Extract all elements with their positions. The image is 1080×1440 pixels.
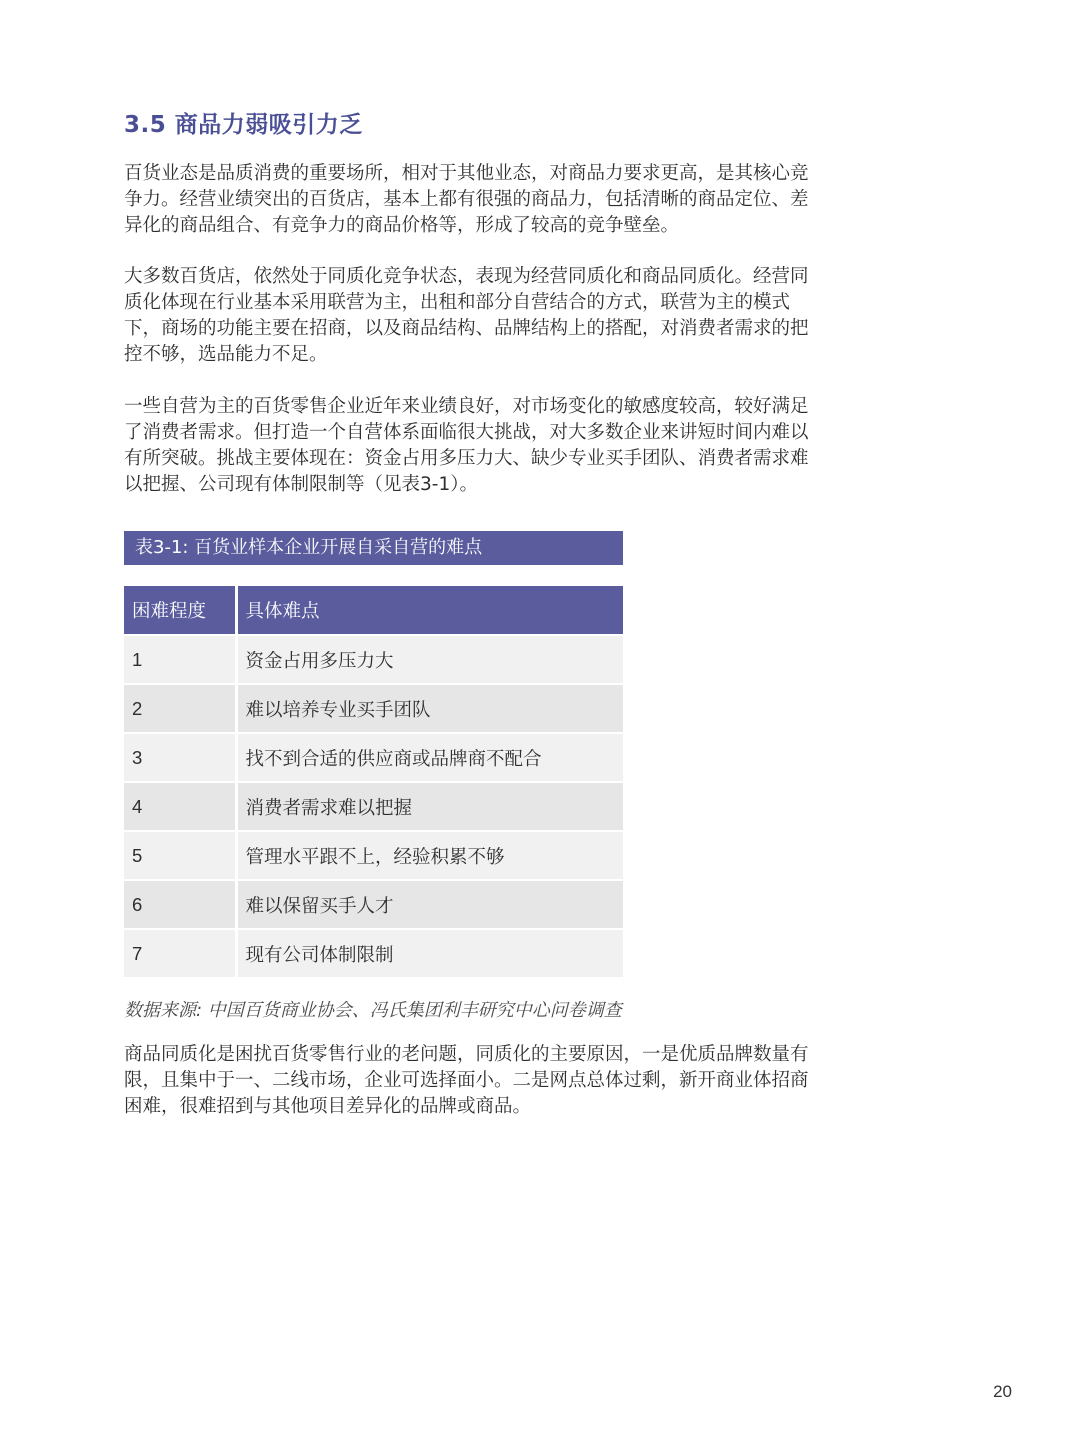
table-row bbox=[124, 880, 623, 929]
row-difficulty: 难以保留买手人才 bbox=[236, 880, 623, 929]
row-rank: 6 bbox=[124, 880, 236, 929]
difficulty-table bbox=[124, 586, 623, 977]
section-title: 3.5 商品力弱吸引力乏 bbox=[124, 112, 363, 138]
row-difficulty: 找不到合适的供应商或品牌商不配合 bbox=[236, 733, 623, 782]
table-row bbox=[124, 733, 623, 782]
paragraph-4: 商品同质化是困扰百货零售行业的老问题，同质化的主要原因，一是优质品牌数量有限，且集中于一、二线市场，企业可选择面小。二是网点总体过剩，新开商业体招商困难，很难招到与其他项目差异化的品牌或商品。 bbox=[124, 1044, 809, 1117]
row-difficulty: 资金占用多压力大 bbox=[236, 635, 623, 684]
row-difficulty: 消费者需求难以把握 bbox=[236, 782, 623, 831]
page-number: 20 bbox=[993, 1382, 1012, 1401]
row-rank: 3 bbox=[124, 733, 236, 782]
table-row bbox=[124, 635, 623, 684]
table-row bbox=[124, 684, 623, 733]
row-difficulty: 现有公司体制限制 bbox=[236, 929, 623, 977]
paragraph-3: 一些自营为主的百货零售企业近年来业绩良好，对市场变化的敏感度较高，较好满足了消费者需求。但打造一个自营体系面临很大挑战，对大多数企业来讲短时间内难以有所突破。挑战主要体现在：资金占用多压力大、缺少专业买手团队、消费者需求难以把握、公司现有体制限制等（见表3-1）。 bbox=[124, 396, 809, 495]
table-header-row bbox=[124, 586, 623, 635]
paragraph-2: 大多数百货店，依然处于同质化竞争状态，表现为经营同质化和商品同质化。经营同质化体现在行业基本采用联营为主，出租和部分自营结合的方式，联营为主的模式下，商场的功能主要在招商，以及商品结构、品牌结构上的搭配，对消费者需求的把控不够，选品能力不足。 bbox=[124, 266, 809, 365]
row-rank: 2 bbox=[124, 684, 236, 733]
table-row bbox=[124, 929, 623, 977]
paragraph-1: 百货业态是品质消费的重要场所，相对于其他业态，对商品力要求更高，是其核心竞争力。经营业绩突出的百货店，基本上都有很强的商品力，包括清晰的商品定位、差异化的商品组合、有竞争力的商品价格等，形成了较高的竞争壁垒。 bbox=[124, 163, 809, 236]
row-difficulty: 管理水平跟不上，经验积累不够 bbox=[236, 831, 623, 880]
table-row bbox=[124, 782, 623, 831]
table-row bbox=[124, 831, 623, 880]
row-rank: 4 bbox=[124, 782, 236, 831]
row-rank: 5 bbox=[124, 831, 236, 880]
table-source-note: 数据来源: 中国百货商业协会、冯氏集团利丰研究中心问卷调查 bbox=[124, 1000, 622, 1021]
table-caption: 表3-1: 百货业样本企业开展自采自营的难点 bbox=[124, 531, 623, 565]
row-rank: 1 bbox=[124, 635, 236, 684]
header-difficulty-level: 困难程度 bbox=[124, 586, 236, 635]
header-specific-difficulty: 具体难点 bbox=[236, 586, 623, 635]
row-difficulty: 难以培养专业买手团队 bbox=[236, 684, 623, 733]
row-rank: 7 bbox=[124, 929, 236, 977]
